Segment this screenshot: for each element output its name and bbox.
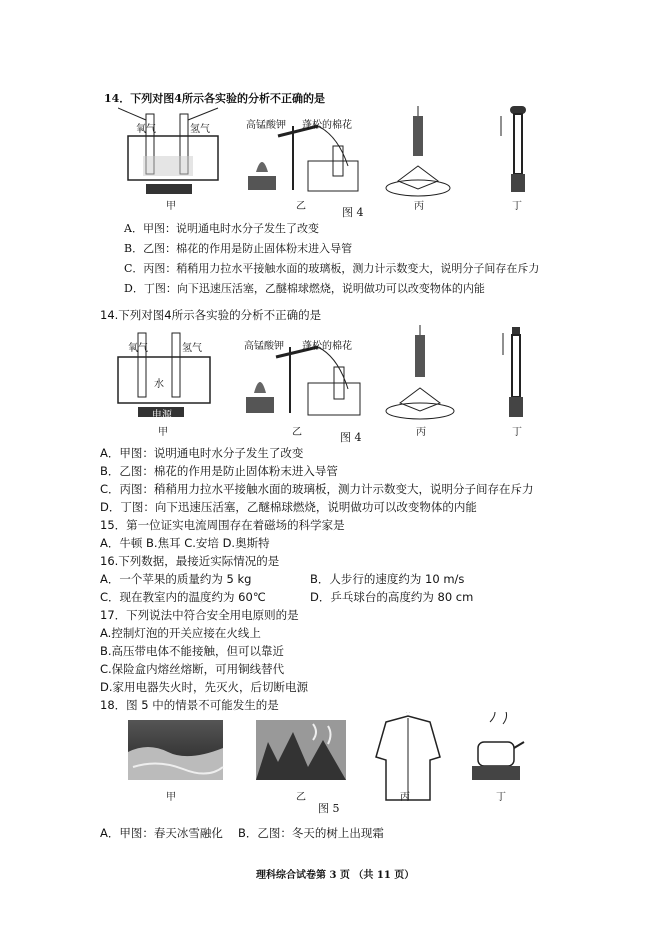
figure-5 [118, 712, 538, 817]
fig4b-label-ding: 丁 [512, 427, 522, 438]
q14-stem: 14.下列对图4所示各实验的分析不正确的是 [100, 308, 322, 322]
q14-option-a: A．甲图：说明通电时水分子发生了改变 [100, 446, 304, 460]
q14-option-d: D．丁图：向下迅速压活塞，乙醚棉球燃烧，说明做功可以改变物体的内能 [100, 500, 477, 514]
label-h2-2: 氢气 [182, 343, 202, 354]
scan-option-c: C．丙图：稍稍用力拉水平接触水面的玻璃板，测力计示数变大，说明分子间存在斥力 [124, 262, 540, 275]
page-footer: 理科综合试卷第 3 页 （共 11 页） [256, 870, 415, 881]
fig4b-caption: 图 4 [340, 431, 362, 444]
q17-option-c: C.保险盒内熔丝熔断，可用铜线替代 [100, 662, 285, 676]
fig4b-label-bing: 丙 [416, 427, 426, 438]
label-h2: 氢气 [190, 124, 210, 135]
fig4-label-ding: 丁 [512, 201, 522, 212]
label-cotton: 蓬松的棉花 [302, 120, 352, 131]
fig4b-label-yi: 乙 [292, 427, 302, 438]
label-kmno4-2: 高锰酸钾 [244, 341, 284, 352]
fig5-label-ding: 丁 [496, 792, 506, 803]
fig5-caption: 图 5 [318, 802, 340, 815]
q18-stem: 18．图 5 中的情景不可能发生的是 [100, 698, 279, 712]
q15-options: A．牛顿 B.焦耳 C.安培 D.奥斯特 [100, 536, 270, 550]
fig4-label-yi: 乙 [296, 201, 306, 212]
fig5-label-yi: 乙 [296, 792, 306, 803]
q16-option-b: B．人步行的速度约为 10 m/s [310, 572, 465, 586]
label-power: 电源 [152, 410, 172, 421]
q16-option-a: A．一个苹果的质量约为 5 kg [100, 572, 252, 586]
fig5-label-bing: 丙 [400, 792, 410, 803]
label-kmno4: 高锰酸钾 [246, 120, 286, 131]
fig4-caption: 图 4 [342, 206, 364, 219]
label-o2: 氧气 [136, 124, 156, 135]
scan-option-b: B．乙图：棉花的作用是防止固体粉末进入导管 [124, 242, 353, 255]
q14-option-b: B．乙图：棉花的作用是防止固体粉末进入导管 [100, 464, 338, 478]
label-water: 水 [154, 379, 164, 390]
figure-4 [108, 325, 558, 444]
figure-4-scan [118, 106, 558, 219]
q16-stem: 16.下列数据，最接近实际情况的是 [100, 554, 280, 568]
q17-option-b: B.高压带电体不能接触，但可以靠近 [100, 644, 285, 658]
scan-option-d: D．丁图：向下迅速压活塞，乙醚棉球燃烧，说明做功可以改变物体的内能 [124, 282, 485, 295]
q15-stem: 15．第一位证实电流周围存在着磁场的科学家是 [100, 518, 345, 532]
q17-stem: 17．下列说法中符合安全用电原则的是 [100, 608, 299, 622]
fig4-label-jia: 甲 [166, 201, 176, 212]
fig5-label-jia: 甲 [166, 792, 176, 803]
q14-option-c: C．丙图：稍稍用力拉水平接触水面的玻璃板，测力计示数变大，说明分子间存在斥力 [100, 482, 534, 496]
scan-option-a: A．甲图：说明通电时水分子发生了改变 [124, 222, 319, 235]
q16-option-c: C．现在教室内的温度约为 60℃ [100, 590, 266, 604]
q16-option-d: D．乒乓球台的高度约为 80 cm [310, 590, 474, 604]
q18-options: A．甲图：春天冰雪融化 B．乙图：冬天的树上出现霜 [100, 826, 384, 840]
q17-option-d: D.家用电器失火时，先灭火，后切断电源 [100, 680, 309, 694]
fig4-label-bing: 丙 [414, 201, 424, 212]
q17-option-a: A.控制灯泡的开关应接在火线上 [100, 626, 261, 640]
scan-question-stem: 14．下列对图4所示各实验的分析不正确的是 [104, 92, 325, 105]
fig4b-label-jia: 甲 [158, 427, 168, 438]
label-o2-2: 氧气 [128, 343, 148, 354]
label-cotton-2: 蓬松的棉花 [302, 341, 352, 352]
